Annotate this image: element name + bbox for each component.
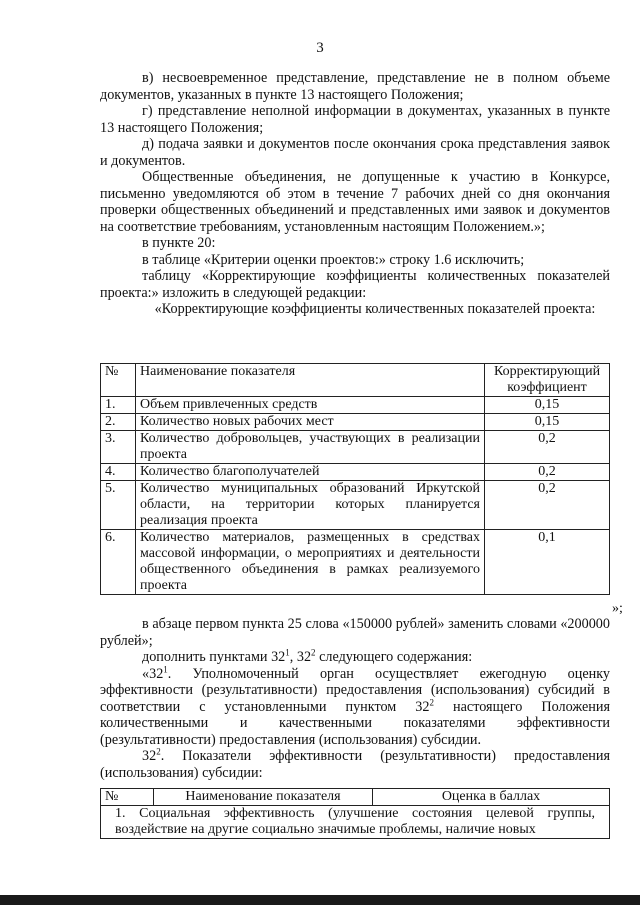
- effectiveness-table: [100, 788, 610, 839]
- row-coefficient: 0,15: [485, 397, 610, 414]
- text-fragment: следующего содержания:: [315, 649, 473, 665]
- table-row: [101, 464, 610, 481]
- table-row: [101, 481, 610, 530]
- paragraph-32-2: [100, 748, 610, 781]
- table-row: [101, 806, 610, 839]
- page-number: 3: [316, 40, 324, 56]
- header-number: №: [101, 364, 136, 397]
- superscript: 1: [163, 663, 168, 674]
- table-row: [101, 530, 610, 595]
- superscript: 2: [429, 696, 434, 707]
- row-number: 1.: [101, 397, 136, 414]
- table-row: [101, 414, 610, 431]
- text-block-bottom: [100, 616, 610, 781]
- section-row-social: 1. Социальная эффективность (улучшение состояния целевой группы, воздействие на другие социально значимые проблемы, наличие новых: [101, 806, 610, 839]
- table-row: [101, 397, 610, 414]
- row-indicator: Количество новых рабочих мест: [136, 414, 485, 431]
- superscript: 2: [156, 746, 161, 757]
- header-number: №: [101, 789, 154, 806]
- paragraph-point-20: в пункте 20:: [142, 235, 216, 251]
- row-indicator: Количество материалов, размещенных в средствах массовой информации, о мероприятиях и деятельности общественного объединения в рамках реализуемого проекта: [136, 530, 485, 595]
- table1-title: «Корректирующие коэффициенты количественных показателей проекта:: [154, 301, 596, 317]
- row-indicator: Количество добровольцев, участвующих в реализации проекта: [136, 431, 485, 464]
- row-coefficient: 0,2: [485, 481, 610, 530]
- text-fragment: . Уполномоченный орган осуществляет ежегодную оценку эффективности (результативности) предоставления (использования) субсидий в соответствии с установленными пунктом 32: [100, 665, 610, 715]
- row-coefficient: 0,1: [485, 530, 610, 595]
- text-fragment: 32: [142, 748, 157, 764]
- row-number: 2.: [101, 414, 136, 431]
- row-indicator: Объем привлеченных средств: [136, 397, 485, 414]
- header-indicator: Наименование показателя: [154, 789, 373, 806]
- table-header-row: [101, 364, 610, 397]
- table1-closing-quote: »;: [612, 601, 623, 616]
- text-fragment: дополнить пунктами 32: [142, 649, 286, 665]
- text-fragment: , 32: [289, 649, 312, 665]
- table-header-row: [101, 789, 610, 806]
- row-number: 3.: [101, 431, 136, 464]
- text-block-top: [100, 70, 610, 318]
- superscript: 2: [311, 647, 316, 658]
- paragraph-d: д) подача заявки и документов после окончания срока представления заявок и документов.: [100, 136, 610, 169]
- table-row: [101, 431, 610, 464]
- paragraph-coef-table: таблицу «Корректирующие коэффициенты количественных показателей проекта:» изложить в следующей редакции:: [100, 268, 610, 301]
- paragraph-criteria-table: в таблице «Критерии оценки проектов:» строку 1.6 исключить;: [142, 251, 525, 268]
- paragraph-add-points: [100, 649, 610, 666]
- text-fragment: «32: [142, 665, 164, 682]
- text-fragment: настоящего Положения количественными и качественными показателями эффективности (результативности) предоставления (использования) субсидии.: [100, 698, 610, 748]
- paragraph-v: в) несвоевременное представление, представление не в полном объеме документов, указанных в пункте 13 настоящего Положения;: [100, 70, 610, 103]
- row-coefficient: 0,15: [485, 414, 610, 431]
- row-indicator: Количество благополучателей: [136, 464, 485, 481]
- scan-edge-bar: [0, 895, 640, 905]
- superscript: 1: [285, 647, 290, 658]
- row-coefficient: 0,2: [485, 464, 610, 481]
- paragraph-g: г) представление неполной информации в документах, указанных в пункте 13 настоящего Положения;: [100, 103, 610, 136]
- row-indicator: Количество муниципальных образований Иркутской области, на территории которых планируется реализация проекта: [136, 481, 485, 530]
- row-number: 6.: [101, 530, 136, 595]
- header-indicator: Наименование показателя: [136, 364, 485, 397]
- coefficients-table: [100, 363, 610, 595]
- header-score: Оценка в баллах: [373, 789, 610, 806]
- text-fragment: . Показатели эффективности (результативности) предоставления (использования) субсидии:: [100, 748, 610, 781]
- paragraph-32-1: [100, 663, 610, 749]
- row-number: 4.: [101, 464, 136, 481]
- header-coefficient: Корректирующий коэффициент: [485, 364, 610, 397]
- row-number: 5.: [101, 481, 136, 530]
- paragraph-point-25: в абзаце первом пункта 25 слова «150000 рублей» заменить словами «200000 рублей»;: [100, 616, 610, 649]
- paragraph-associations: Общественные объединения, не допущенные к участию в Конкурсе, письменно уведомляются об этом в течение 7 рабочих дней со дня окончания проверки общественных объединений и представленных ими заявок и документов на соответствие требованиям, установленным настоящим Положением.»;: [100, 169, 610, 235]
- row-coefficient: 0,2: [485, 431, 610, 464]
